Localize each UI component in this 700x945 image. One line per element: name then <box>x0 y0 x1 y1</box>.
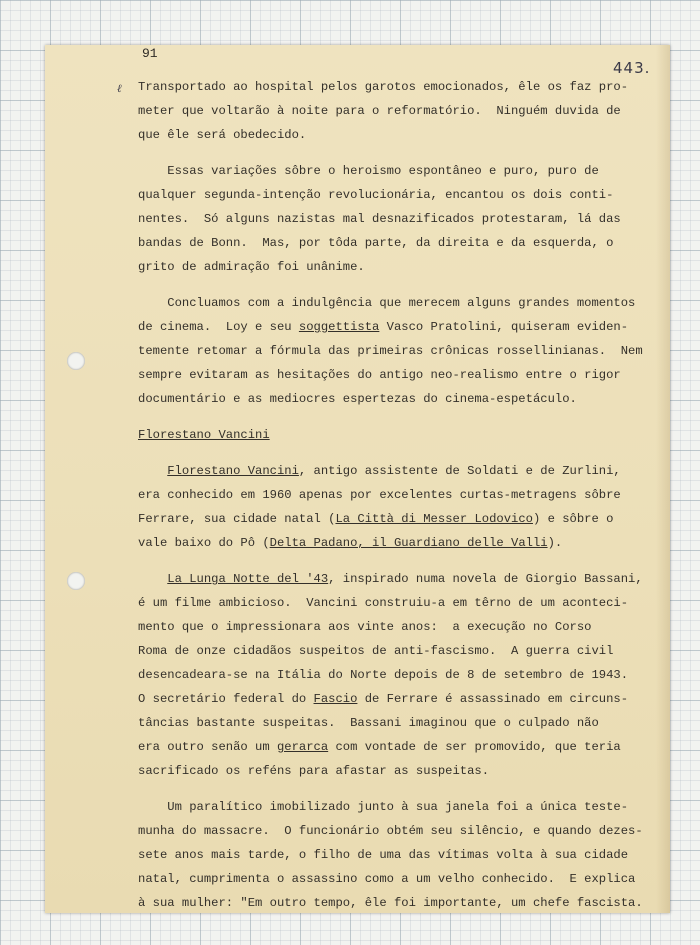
underlined-phrase: soggettista <box>298 320 380 334</box>
text-line: documentário e as mediocres espertezas do cinema-espetáculo. <box>138 392 577 406</box>
paragraph-gap <box>138 447 668 459</box>
text-line: desencadeara-se na Itália do Norte depois de 8 de setembro de 1943. <box>138 668 629 682</box>
text-line: mento que o impressionara aos vinte anos: a execução no Corso <box>138 620 592 634</box>
paragraph-gap <box>138 147 668 159</box>
text-line: sacrificado os reféns para afastar as suspeitas. <box>138 764 490 778</box>
text-line: sempre evitaram as hesitações do antigo neo-realismo entre o rigor <box>138 368 621 382</box>
punch-hole <box>67 352 85 370</box>
typewritten-text <box>138 75 668 915</box>
text-line: era outro senão um gerarca com vontade de ser promovido, que teria <box>138 740 621 754</box>
handwritten-page-number: 443. <box>613 59 651 77</box>
text-line: vale baixo do Pô (Delta Padano, il Guardiano delle Valli). <box>138 536 563 550</box>
text-line: bandas de Bonn. Mas, por tôda parte, da direita e da esquerda, o <box>138 236 614 250</box>
text-line: qualquer segunda-intenção revolucionária, encantou os dois conti- <box>138 188 614 202</box>
text-line: Transportado ao hospital pelos garotos emocionados, êle os faz pro- <box>138 80 629 94</box>
underlined-phrase: La Città di Messer Lodovico <box>335 512 533 526</box>
text-line: que êle será obedecido. <box>138 128 307 142</box>
paragraph-gap <box>138 783 668 795</box>
text-line: Ferrare, sua cidade natal (La Città di Messer Lodovico) e sôbre o <box>138 512 614 526</box>
page-number: 91 <box>142 46 158 61</box>
text-line: sete anos mais tarde, o filho de uma das vítimas volta à sua cidade <box>138 848 629 862</box>
text-line: grito de admiração foi unânime. <box>138 260 365 274</box>
text-line <box>138 423 668 447</box>
text-line: Um paralítico imobilizado junto à sua janela foi a única teste- <box>138 800 629 814</box>
punch-hole <box>67 572 85 590</box>
text-line: nentes. Só alguns nazistas mal desnazificados protestaram, lá das <box>138 212 621 226</box>
document-page <box>45 45 670 913</box>
text-line: natal, cumprimenta o assassino como a um velho conhecido. E explica <box>138 872 636 886</box>
text-line: de cinema. Loy e seu soggettista Vasco Pratolini, quiseram eviden- <box>138 320 629 334</box>
paragraph-gap <box>138 279 668 291</box>
margin-mark: ℓ <box>117 82 122 95</box>
text-line: tâncias bastante suspeitas. Bassani imaginou que o culpado não <box>138 716 599 730</box>
text-line: temente retomar a fórmula das primeiras crônicas rossellinianas. Nem <box>138 344 643 358</box>
text-line: La Lunga Notte del '43, inspirado numa novela de Giorgio Bassani, <box>167 572 643 586</box>
underlined-phrase: La Lunga Notte del '43 <box>167 572 329 586</box>
text-line: Florestano Vancini, antigo assistente de Soldati e de Zurlini, <box>167 464 621 478</box>
underlined-phrase: Fascio <box>313 692 358 706</box>
text-line: à sua mulher: "Em outro tempo, êle foi importante, um chefe fascista. <box>138 896 643 910</box>
text-line: Roma de onze cidadãos suspeitos de anti-fascismo. A guerra civil <box>138 644 614 658</box>
underlined-phrase: gerarca <box>276 740 329 754</box>
text-line: meter que voltarão à noite para o reformatório. Ninguém duvida de <box>138 104 621 118</box>
paragraph-gap <box>138 555 668 567</box>
text-line: Essas variações sôbre o heroismo espontâneo e puro, puro de <box>138 164 599 178</box>
underlined-phrase: Florestano Vancini <box>138 428 270 442</box>
text-line: é um filme ambicioso. Vancini construiu-a em têrno de um aconteci- <box>138 596 629 610</box>
text-line: Concluamos com a indulgência que merecem alguns grandes momentos <box>138 296 636 310</box>
text-line: era conhecido em 1960 apenas por excelentes curtas-metragens sôbre <box>138 488 621 502</box>
paragraph-gap <box>138 411 668 423</box>
text-line: munha do massacre. O funcionário obtém seu silêncio, e quando dezes- <box>138 824 643 838</box>
underlined-phrase: Florestano Vancini <box>167 464 299 478</box>
text-line: O secretário federal do Fascio de Ferrare é assassinado em circuns- <box>138 692 629 706</box>
underlined-phrase: Delta Padano, il Guardiano delle Valli <box>269 536 548 550</box>
